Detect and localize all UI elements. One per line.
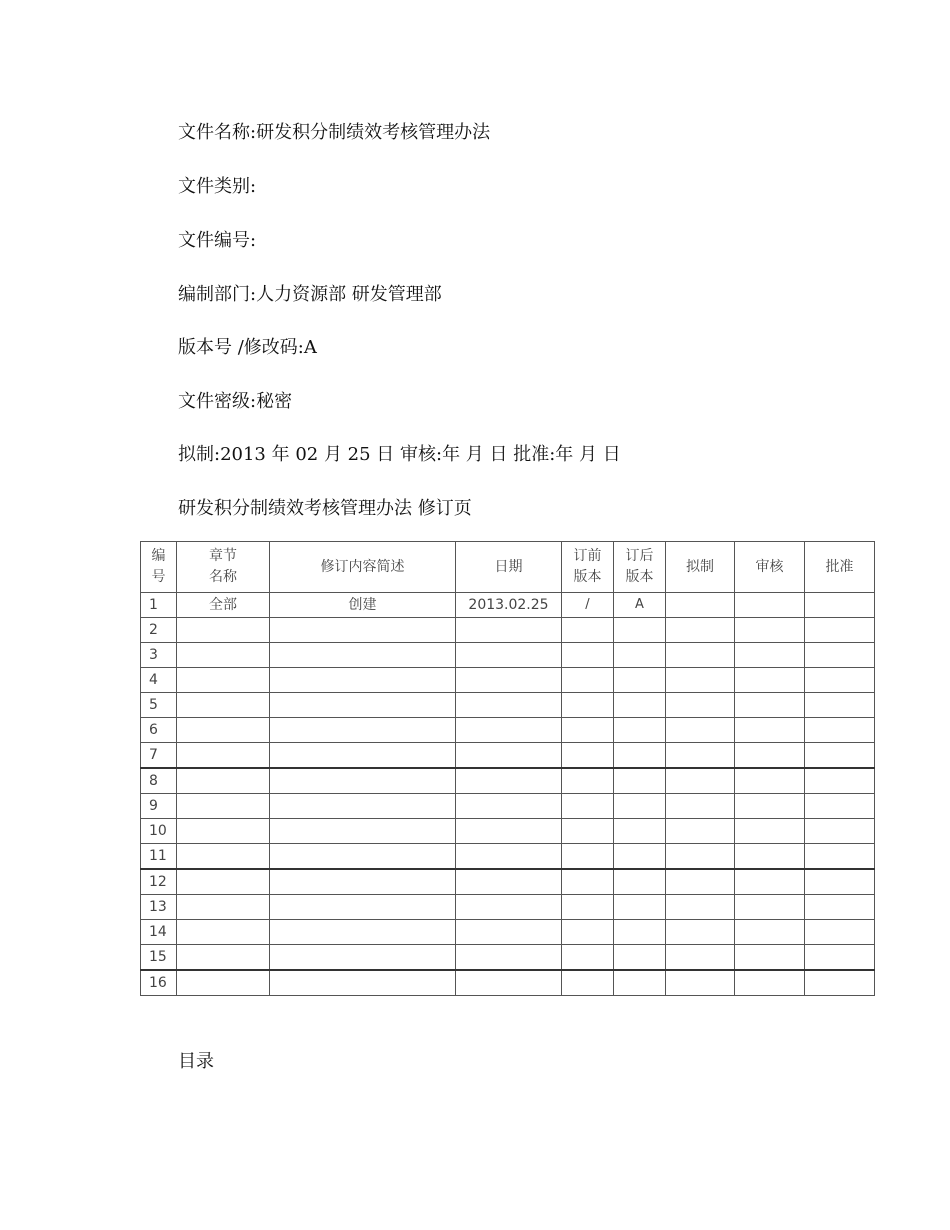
cell-date — [456, 794, 562, 819]
cell-draft — [666, 593, 735, 618]
cell-section — [177, 819, 270, 844]
cell-draft — [666, 643, 735, 668]
cell-no: 4 — [141, 668, 177, 693]
cell-after — [614, 768, 666, 794]
cell-draft — [666, 768, 735, 794]
cell-date — [456, 768, 562, 794]
cell-approve — [805, 844, 875, 870]
cell-review — [735, 794, 805, 819]
header-review: 审核 — [735, 542, 805, 593]
confidentiality-line: 文件密级:秘密 — [178, 391, 293, 412]
cell-no: 6 — [141, 718, 177, 743]
table-row — [141, 970, 875, 996]
cell-date: 2013.02.25 — [456, 593, 562, 618]
cell-description — [270, 718, 456, 743]
cell-approve — [805, 945, 875, 971]
cell-date — [456, 970, 562, 996]
cell-section — [177, 895, 270, 920]
table-row — [141, 618, 875, 643]
cell-after — [614, 895, 666, 920]
cell-approve — [805, 718, 875, 743]
cell-approve — [805, 593, 875, 618]
cell-section — [177, 869, 270, 895]
cell-date — [456, 920, 562, 945]
cell-approve — [805, 794, 875, 819]
cell-after — [614, 844, 666, 870]
table-row — [141, 945, 875, 971]
cell-before — [562, 895, 614, 920]
cell-approve — [805, 819, 875, 844]
table-row — [141, 895, 875, 920]
cell-review — [735, 768, 805, 794]
file-category-line: 文件类别: — [178, 176, 257, 197]
cell-draft — [666, 920, 735, 945]
cell-date — [456, 668, 562, 693]
cell-section — [177, 920, 270, 945]
cell-description — [270, 794, 456, 819]
cell-review — [735, 945, 805, 971]
cell-date — [456, 945, 562, 971]
cell-approve — [805, 693, 875, 718]
cell-description: 创建 — [270, 593, 456, 618]
header-description: 修订内容简述 — [270, 542, 456, 593]
cell-before: / — [562, 593, 614, 618]
header-version-before: 订前 版本 — [562, 542, 614, 593]
cell-no: 13 — [141, 895, 177, 920]
table-row — [141, 869, 875, 895]
cell-description — [270, 618, 456, 643]
cell-after — [614, 718, 666, 743]
cell-before — [562, 869, 614, 895]
cell-date — [456, 819, 562, 844]
cell-no: 10 — [141, 819, 177, 844]
cell-review — [735, 618, 805, 643]
cell-date — [456, 743, 562, 769]
cell-approve — [805, 768, 875, 794]
cell-after — [614, 643, 666, 668]
table-header-row — [141, 542, 875, 593]
cell-date — [456, 643, 562, 668]
header-section: 章节 名称 — [177, 542, 270, 593]
table-row — [141, 920, 875, 945]
cell-draft — [666, 819, 735, 844]
cell-section — [177, 643, 270, 668]
table-row — [141, 593, 875, 618]
table-row — [141, 768, 875, 794]
cell-before — [562, 945, 614, 971]
cell-no: 1 — [141, 593, 177, 618]
cell-approve — [805, 643, 875, 668]
cell-section — [177, 970, 270, 996]
cell-section — [177, 718, 270, 743]
cell-before — [562, 794, 614, 819]
cell-approve — [805, 668, 875, 693]
header-version-after: 订后 版本 — [614, 542, 666, 593]
table-row — [141, 844, 875, 870]
cell-draft — [666, 945, 735, 971]
revision-table — [140, 541, 875, 996]
revision-table-body — [141, 593, 875, 996]
cell-before — [562, 693, 614, 718]
cell-draft — [666, 895, 735, 920]
cell-review — [735, 743, 805, 769]
table-row — [141, 668, 875, 693]
cell-no: 2 — [141, 618, 177, 643]
cell-date — [456, 895, 562, 920]
cell-draft — [666, 743, 735, 769]
table-row — [141, 718, 875, 743]
cell-section — [177, 693, 270, 718]
cell-approve — [805, 920, 875, 945]
cell-draft — [666, 844, 735, 870]
cell-before — [562, 643, 614, 668]
cell-draft — [666, 693, 735, 718]
cell-after — [614, 794, 666, 819]
cell-section: 全部 — [177, 593, 270, 618]
cell-before — [562, 668, 614, 693]
cell-date — [456, 869, 562, 895]
cell-description — [270, 743, 456, 769]
table-row — [141, 794, 875, 819]
header-date: 日期 — [456, 542, 562, 593]
cell-description — [270, 895, 456, 920]
cell-description — [270, 693, 456, 718]
cell-date — [456, 693, 562, 718]
cell-section — [177, 668, 270, 693]
header-approve: 批准 — [805, 542, 875, 593]
cell-draft — [666, 618, 735, 643]
cell-approve — [805, 743, 875, 769]
cell-description — [270, 970, 456, 996]
cell-before — [562, 819, 614, 844]
file-number-line: 文件编号: — [178, 230, 257, 251]
cell-before — [562, 718, 614, 743]
cell-description — [270, 819, 456, 844]
cell-no: 14 — [141, 920, 177, 945]
cell-review — [735, 693, 805, 718]
table-row — [141, 743, 875, 769]
cell-description — [270, 768, 456, 794]
header-draft: 拟制 — [666, 542, 735, 593]
version-line: 版本号 /修改码:A — [178, 337, 317, 358]
cell-after — [614, 869, 666, 895]
cell-section — [177, 945, 270, 971]
cell-section — [177, 743, 270, 769]
cell-review — [735, 920, 805, 945]
cell-after — [614, 920, 666, 945]
cell-draft — [666, 668, 735, 693]
cell-section — [177, 794, 270, 819]
cell-approve — [805, 895, 875, 920]
cell-description — [270, 643, 456, 668]
cell-no: 12 — [141, 869, 177, 895]
cell-before — [562, 618, 614, 643]
cell-description — [270, 945, 456, 971]
cell-review — [735, 718, 805, 743]
signoff-line: 拟制:2013 年 02 月 25 日 审核:年 月 日 批准:年 月 日 — [178, 444, 621, 465]
cell-review — [735, 593, 805, 618]
cell-after — [614, 819, 666, 844]
cell-no: 5 — [141, 693, 177, 718]
header-no: 编 号 — [141, 542, 177, 593]
cell-section — [177, 618, 270, 643]
cell-date — [456, 844, 562, 870]
cell-after — [614, 693, 666, 718]
cell-draft — [666, 794, 735, 819]
cell-section — [177, 768, 270, 794]
cell-after — [614, 945, 666, 971]
cell-draft — [666, 869, 735, 895]
cell-approve — [805, 970, 875, 996]
cell-no: 9 — [141, 794, 177, 819]
cell-description — [270, 869, 456, 895]
cell-section — [177, 844, 270, 870]
cell-after — [614, 970, 666, 996]
cell-draft — [666, 718, 735, 743]
cell-after — [614, 618, 666, 643]
cell-review — [735, 895, 805, 920]
cell-no: 15 — [141, 945, 177, 971]
cell-before — [562, 920, 614, 945]
cell-after: A — [614, 593, 666, 618]
cell-approve — [805, 869, 875, 895]
cell-description — [270, 844, 456, 870]
cell-review — [735, 819, 805, 844]
cell-approve — [805, 618, 875, 643]
cell-before — [562, 743, 614, 769]
cell-review — [735, 970, 805, 996]
cell-no: 11 — [141, 844, 177, 870]
table-row — [141, 643, 875, 668]
department-line: 编制部门:人力资源部 研发管理部 — [178, 284, 442, 305]
file-name-line: 文件名称:研发积分制绩效考核管理办法 — [178, 122, 491, 143]
table-row — [141, 819, 875, 844]
cell-before — [562, 970, 614, 996]
cell-review — [735, 643, 805, 668]
cell-before — [562, 768, 614, 794]
toc-title: 目录 — [178, 1051, 214, 1072]
cell-review — [735, 844, 805, 870]
cell-date — [456, 718, 562, 743]
cell-draft — [666, 970, 735, 996]
cell-after — [614, 743, 666, 769]
cell-date — [456, 618, 562, 643]
cell-after — [614, 668, 666, 693]
cell-no: 7 — [141, 743, 177, 769]
cell-no: 3 — [141, 643, 177, 668]
table-row — [141, 693, 875, 718]
cell-before — [562, 844, 614, 870]
cell-no: 16 — [141, 970, 177, 996]
revision-page-title: 研发积分制绩效考核管理办法 修订页 — [178, 498, 472, 519]
cell-no: 8 — [141, 768, 177, 794]
cell-review — [735, 668, 805, 693]
cell-description — [270, 668, 456, 693]
cell-description — [270, 920, 456, 945]
cell-review — [735, 869, 805, 895]
